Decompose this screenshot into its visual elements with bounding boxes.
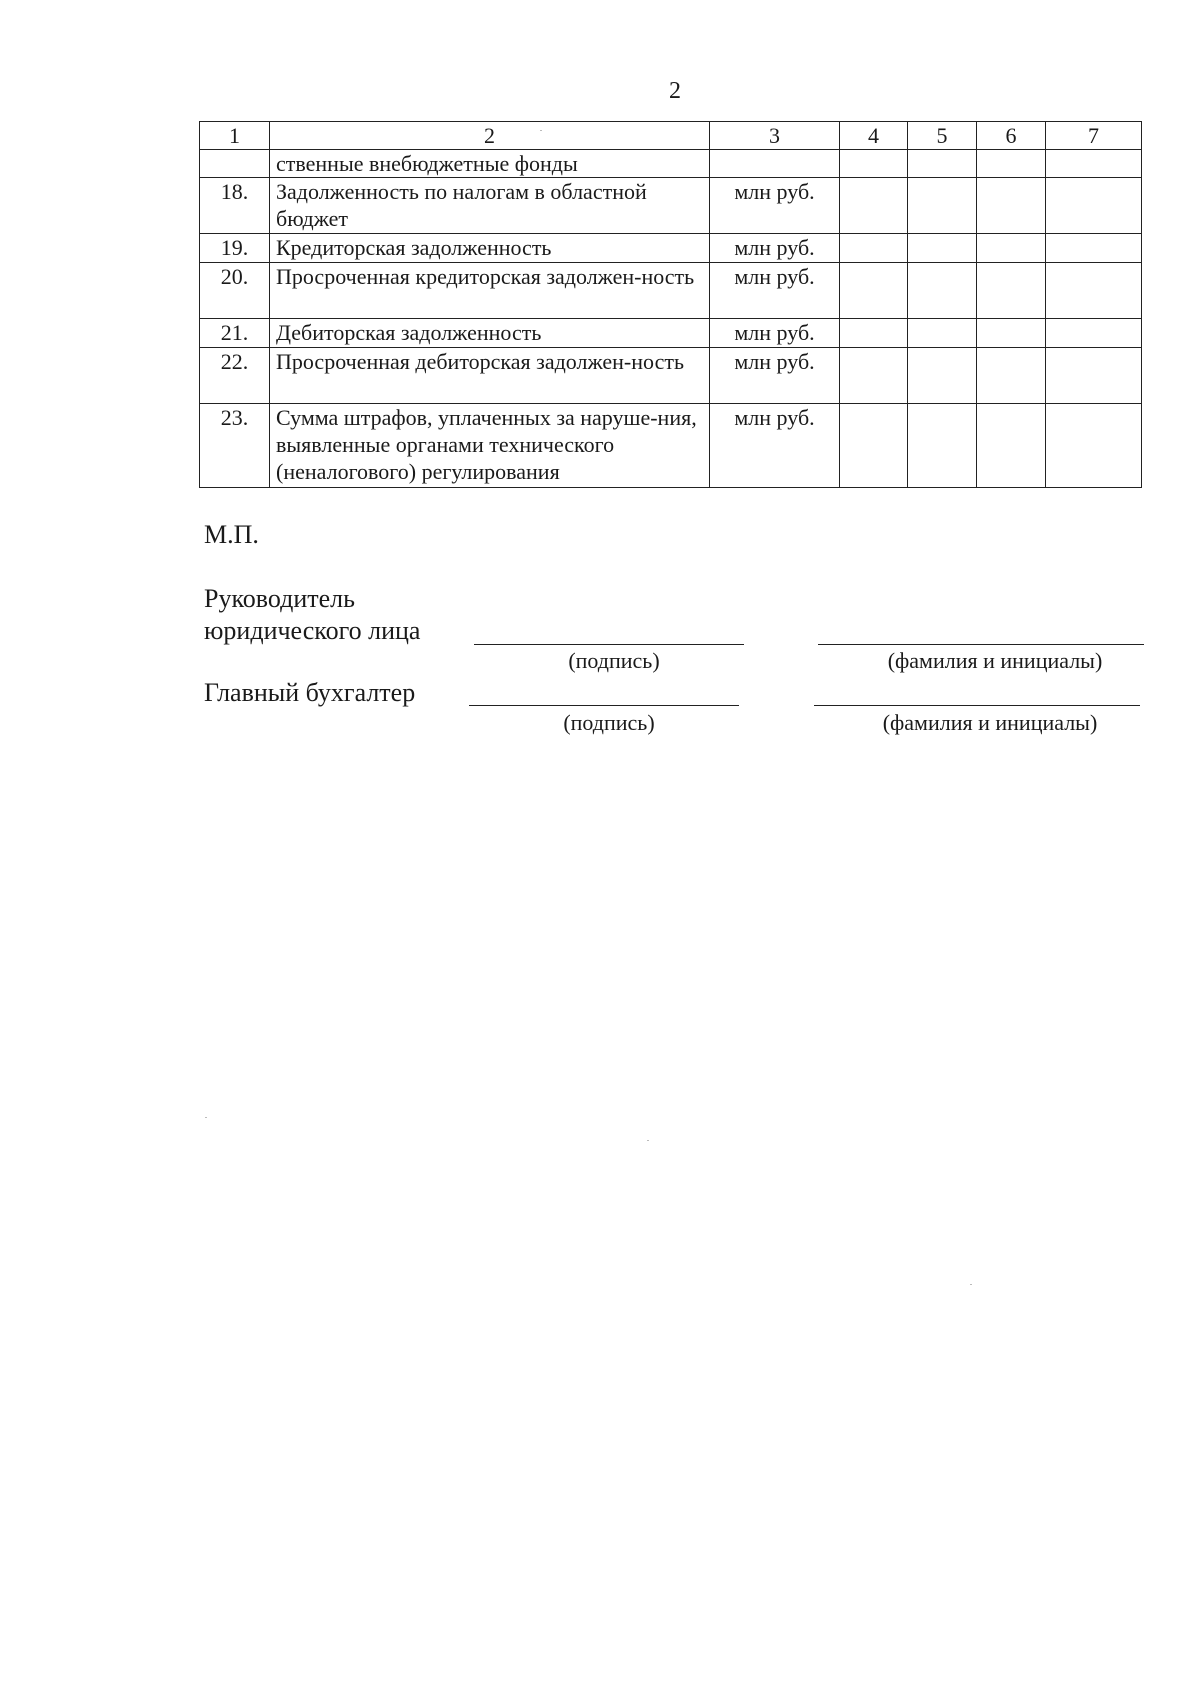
- head-signature-caption: (подпись): [568, 648, 660, 673]
- row-unit: млн руб.: [710, 178, 840, 234]
- head-name-line: [818, 644, 1144, 645]
- row-number: 21.: [200, 319, 270, 348]
- header-cell: 7: [1046, 122, 1142, 150]
- head-label-line1: Руководитель: [204, 584, 355, 613]
- value-cell: [840, 319, 908, 348]
- row-number: 20.: [200, 263, 270, 319]
- row-unit: млн руб.: [710, 319, 840, 348]
- table-row: [200, 348, 1142, 404]
- head-signature-line: [474, 644, 744, 645]
- accountant-signature-line: [469, 705, 739, 706]
- row-number: [200, 150, 270, 178]
- row-unit: млн руб.: [710, 404, 840, 488]
- table-row: [200, 150, 1142, 178]
- value-cell: [1046, 234, 1142, 263]
- value-cell: [977, 348, 1046, 404]
- header-cell: 5: [908, 122, 977, 150]
- row-number: 22.: [200, 348, 270, 404]
- table-row: [200, 234, 1142, 263]
- row-indicator: Сумма штрафов, уплаченных за наруше-ния, выявленные органами технического (неналогового) регулирования: [270, 404, 710, 488]
- value-cell: [1046, 348, 1142, 404]
- scan-speck: [540, 130, 542, 131]
- value-cell: [908, 150, 977, 178]
- value-cell: [908, 263, 977, 319]
- row-unit: [710, 150, 840, 178]
- value-cell: [1046, 404, 1142, 488]
- header-cell: 6: [977, 122, 1046, 150]
- head-name-caption: (фамилия и инициалы): [887, 648, 1103, 673]
- accountant-label: Главный бухгалтер: [204, 678, 416, 707]
- value-cell: [977, 404, 1046, 488]
- stamp-label: М.П.: [204, 520, 259, 549]
- scan-speck: [205, 1117, 207, 1118]
- row-indicator: Дебиторская задолженность: [270, 319, 710, 348]
- value-cell: [977, 319, 1046, 348]
- row-number: 18.: [200, 178, 270, 234]
- scan-speck: [970, 1284, 972, 1285]
- header-cell: 4: [840, 122, 908, 150]
- value-cell: [977, 150, 1046, 178]
- value-cell: [1046, 319, 1142, 348]
- scan-speck: [647, 1140, 649, 1141]
- header-cell: 2: [270, 122, 710, 150]
- row-indicator: Задолженность по налогам в областной бюджет: [270, 178, 710, 234]
- row-number: 23.: [200, 404, 270, 488]
- accountant-name-line: [814, 705, 1140, 706]
- accountant-name-caption: (фамилия и инициалы): [882, 710, 1098, 735]
- head-label-line2: юридического лица: [204, 616, 421, 645]
- header-cell: 1: [200, 122, 270, 150]
- row-unit: млн руб.: [710, 348, 840, 404]
- value-cell: [908, 348, 977, 404]
- table-row: [200, 178, 1142, 234]
- value-cell: [840, 178, 908, 234]
- row-indicator: Просроченная дебиторская задолжен-ность: [270, 348, 710, 404]
- row-unit: млн руб.: [710, 263, 840, 319]
- row-indicator: Просроченная кредиторская задолжен-ность: [270, 263, 710, 319]
- value-cell: [840, 263, 908, 319]
- value-cell: [840, 234, 908, 263]
- value-cell: [977, 263, 1046, 319]
- row-indicator: Кредиторская задолженность: [270, 234, 710, 263]
- value-cell: [840, 348, 908, 404]
- value-cell: [840, 404, 908, 488]
- accountant-signature-caption: (подпись): [563, 710, 655, 735]
- row-unit: млн руб.: [710, 234, 840, 263]
- value-cell: [977, 234, 1046, 263]
- value-cell: [977, 178, 1046, 234]
- value-cell: [840, 150, 908, 178]
- value-cell: [908, 178, 977, 234]
- row-number: 19.: [200, 234, 270, 263]
- table-row: [200, 404, 1142, 488]
- page-number: 2: [669, 78, 681, 104]
- header-cell: 3: [710, 122, 840, 150]
- table-row: [200, 319, 1142, 348]
- head-label: [204, 583, 420, 647]
- value-cell: [1046, 178, 1142, 234]
- value-cell: [908, 319, 977, 348]
- value-cell: [908, 234, 977, 263]
- row-indicator: ственные внебюджетные фонды: [270, 150, 710, 178]
- value-cell: [1046, 150, 1142, 178]
- table-row: [200, 263, 1142, 319]
- value-cell: [1046, 263, 1142, 319]
- table-header-row: [200, 122, 1142, 150]
- report-table: [199, 121, 1142, 488]
- value-cell: [908, 404, 977, 488]
